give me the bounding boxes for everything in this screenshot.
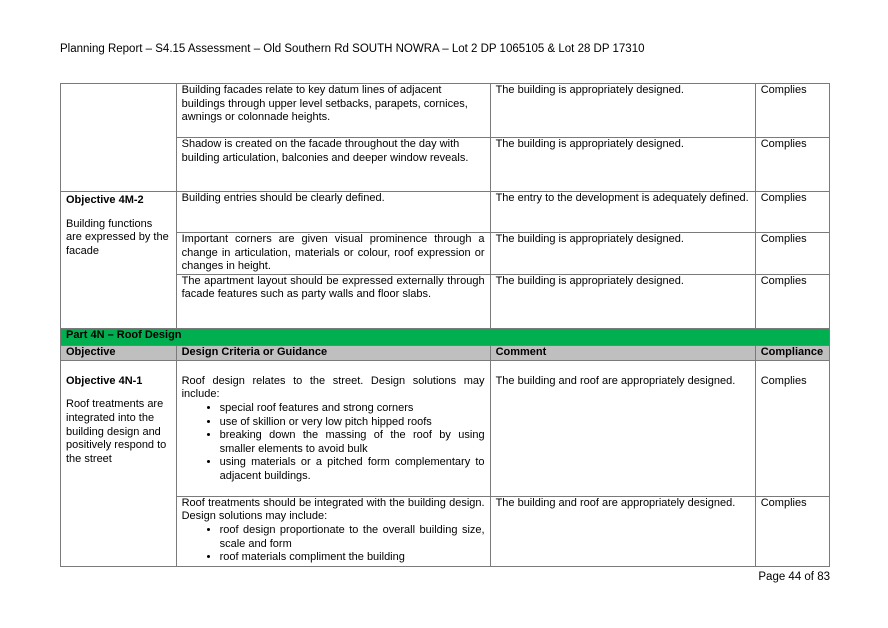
- objective-cell: [61, 192, 177, 329]
- comment-cell: The entry to the development is adequately defined.: [490, 192, 755, 233]
- assessment-table: [60, 83, 830, 567]
- table-row: [61, 138, 830, 192]
- table-row: [61, 233, 830, 275]
- list-item: • using materials or a pitched form complementary to adjacent buildings.: [220, 456, 485, 483]
- criteria-bullets: [182, 524, 485, 565]
- compliance-cell: Complies: [755, 360, 829, 496]
- table-row: [61, 360, 830, 496]
- column-header-row: [61, 345, 830, 360]
- list-item: • breaking down the massing of the roof by using smaller elements to avoid bulk: [220, 429, 485, 456]
- table-row: [61, 84, 830, 138]
- objective-title: Objective 4N-1: [66, 374, 143, 387]
- comment-cell: The building is appropriately designed.: [490, 138, 755, 192]
- column-header-criteria: Design Criteria or Guidance: [176, 345, 490, 360]
- criteria-cell: Important corners are given visual prominence through a change in articulation, materials or colour, roof expression or changes in height.: [176, 233, 490, 275]
- criteria-cell: Building entries should be clearly defined.: [176, 192, 490, 233]
- objective-title: Objective 4M-2: [66, 194, 144, 206]
- objective-description: Building functions are expressed by the facade: [66, 217, 169, 257]
- criteria-intro: Roof treatments should be integrated with the building design. Design solutions may include:: [181, 496, 485, 523]
- criteria-cell: Shadow is created on the facade throughout the day with building articulation, balconies and deeper window reveals.: [176, 138, 490, 192]
- compliance-cell: Complies: [755, 138, 829, 192]
- page-number: Page 44 of 83: [758, 571, 830, 583]
- criteria-bullets: [182, 402, 485, 484]
- report-header: Planning Report – S4.15 Assessment – Old Southern Rd SOUTH NOWRA – Lot 2 DP 1065105 & Lot 28 DP 17310: [60, 43, 645, 55]
- objective-cell-empty: [61, 84, 177, 192]
- list-item: • special roof features and strong corners: [220, 402, 485, 416]
- criteria-cell: Building facades relate to key datum lines of adjacent buildings through upper level setbacks, parapets, cornices, awnings or colonnade heights.: [176, 84, 490, 138]
- list-item: • use of skillion or very low pitch hipped roofs: [220, 416, 485, 430]
- compliance-cell: Complies: [755, 496, 829, 566]
- criteria-cell: [176, 496, 490, 566]
- criteria-cell: [176, 360, 490, 496]
- compliance-cell: Complies: [755, 274, 829, 328]
- table-row: [61, 274, 830, 328]
- section-header-row: [61, 328, 830, 345]
- section-title: Part 4N – Roof Design: [61, 328, 830, 345]
- criteria-intro: Roof design relates to the street. Design solutions may include:: [181, 374, 485, 401]
- compliance-cell: Complies: [755, 84, 829, 138]
- comment-cell: The building is appropriately designed.: [490, 84, 755, 138]
- table-row: [61, 192, 830, 233]
- objective-description: Roof treatments are integrated into the building design and positively respond to the street: [66, 398, 167, 465]
- list-item: • roof design proportionate to the overall building size, scale and form: [220, 524, 485, 551]
- comment-cell: The building and roof are appropriately designed.: [490, 360, 755, 496]
- column-header-objective: Objective: [61, 345, 177, 360]
- table-row: [61, 496, 830, 566]
- list-item: • roof materials compliment the building: [220, 551, 485, 565]
- objective-cell: [61, 360, 177, 566]
- comment-cell: The building and roof are appropriately designed.: [490, 496, 755, 566]
- criteria-cell: The apartment layout should be expressed externally through facade features such as party walls and floor slabs.: [176, 274, 490, 328]
- compliance-cell: Complies: [755, 233, 829, 275]
- column-header-compliance: Compliance: [755, 345, 829, 360]
- comment-cell: The building is appropriately designed.: [490, 233, 755, 275]
- compliance-cell: Complies: [755, 192, 829, 233]
- column-header-comment: Comment: [490, 345, 755, 360]
- comment-cell: The building is appropriately designed.: [490, 274, 755, 328]
